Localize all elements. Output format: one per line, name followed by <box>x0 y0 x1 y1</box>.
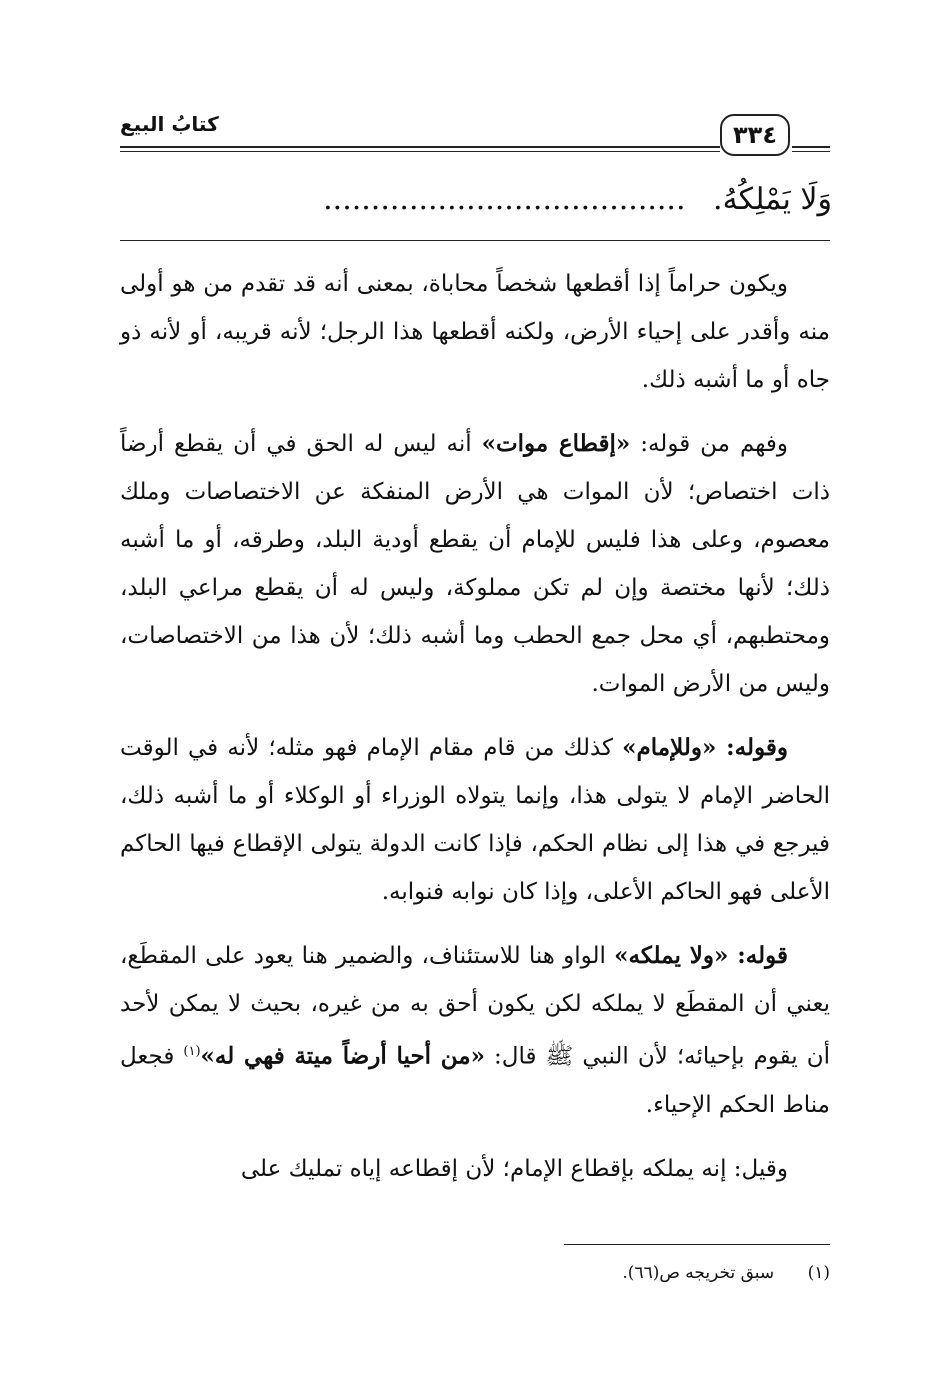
page-header <box>120 108 830 168</box>
quoted-term: قوله: «ولا يملكه» <box>614 942 788 969</box>
paragraph-text: كذلك من قام مقام الإمام فهو مثله؛ لأنه في الوقت الحاضر الإمام لا يتولى هذا، وإنما يتولاه الوزراء أو الوكلاء أو ما أشبه ذلك، فيرجع في هذا إلى نظام الحكم، فإذا كانت الدولة يتولى الإقطاع فيها الحاكم الأعلى فهو الحاكم الأعلى، وإذا كان نوابه فنوابه. <box>120 735 830 905</box>
commentary-body <box>120 260 830 1209</box>
quoted-term: «إقطاع موات» <box>481 430 631 457</box>
matn-line <box>120 172 832 228</box>
paragraph-text: الواو هنا للاستئناف، والضمير هنا يعود على المقطَع، يعني أن المقطَع لا يملكه لكن يكون أحق به من غيره، بحيث لا يمكن لأحد أن يقوم بإحيائه؛ لأن النبي ﷺ قال: <box>120 943 830 1070</box>
header-rule <box>120 146 720 152</box>
paragraph <box>120 260 830 404</box>
paragraph <box>120 932 830 1129</box>
hadith-quote: «من أحيا أرضاً ميتة فهي له» <box>200 1042 485 1070</box>
paragraph-text: ويكون حراماً إذا أقطعها شخصاً محاباة، بمعنى أنه قد تقدم من هو أولى منه وأقدر على إحياء الأرض، ولكنه أقطعها هذا الرجل؛ لأنه قريبه، أو لأنه ذو جاه أو ما أشبه ذلك. <box>120 271 830 393</box>
running-title: كتابُ البيع <box>120 112 219 136</box>
footnote-marker: (١) <box>183 1044 201 1059</box>
matn-dots: ...................................... <box>323 182 686 217</box>
paragraph-text: فجعل مناط الحكم الإحياء. <box>120 1043 830 1118</box>
header-rule-right <box>792 146 830 152</box>
quoted-term: وقوله: «وللإمام» <box>622 734 788 761</box>
footnote <box>120 1260 830 1286</box>
paragraph-text: أنه ليس له الحق في أن يقطع أرضاً ذات اختصاص؛ لأن الموات هي الأرض المنفكة عن الاختصاصات وملك معصوم، وعلى هذا فليس للإمام أن يقطع أودية البلد، وطرقه، أو ما أشبه ذلك؛ لأنها مختصة وإن لم تكن مملوكة، وليس له أن يقطع مراعي البلد، ومحتطبهم، أي محل جمع الحطب وما أشبه ذلك؛ لأن هذا من الاختصاصات، وليس من الأرض الموات. <box>120 431 830 697</box>
footnote-separator <box>564 1244 830 1245</box>
paragraph <box>120 1145 830 1193</box>
paragraph <box>120 420 830 708</box>
paragraph <box>120 724 830 916</box>
matn-separator <box>120 240 830 241</box>
footnote-number: (١) <box>807 1263 830 1283</box>
footnote-text: سبق تخريجه ص(٦٦). <box>622 1263 775 1283</box>
page-number: ٣٣٤ <box>720 114 790 156</box>
paragraph-text: وفهم من قوله: <box>630 431 788 457</box>
matn-text: وَلَا يَمْلِكُهُ. <box>713 182 832 217</box>
paragraph-text: وقيل: إنه يملكه بإقطاع الإمام؛ لأن إقطاعه إياه تمليك على <box>240 1155 788 1182</box>
